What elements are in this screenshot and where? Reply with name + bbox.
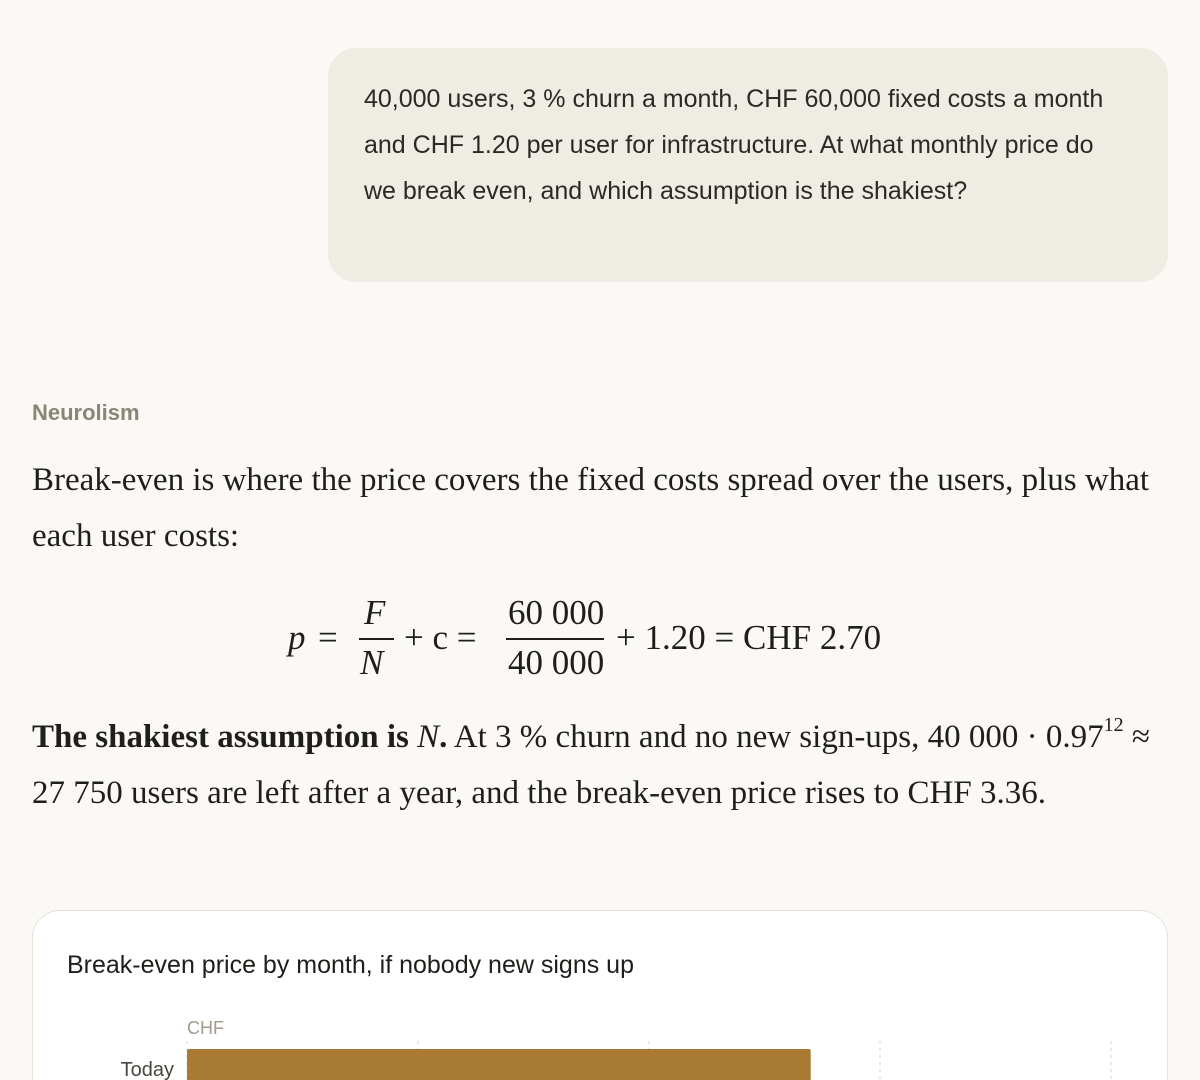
chart-bar — [187, 1049, 811, 1080]
assistant-name: Neurolism — [32, 400, 140, 425]
shakiest-var: N — [417, 719, 440, 755]
assistant-intro: Break-even is where the price covers the fixed costs spread over the users, plus what each user costs: — [32, 462, 1150, 554]
shakiest-period: . — [439, 719, 448, 755]
shakiest-assumption-paragraph — [32, 709, 1168, 821]
formula-F: F — [364, 593, 386, 632]
shakiest-bold: The shakiest assumption is — [32, 719, 409, 755]
shakiest-text-1: At 3 % churn and no new sign-ups, 40 000 · 0.97 — [447, 719, 1104, 755]
formula-N: N — [360, 643, 384, 682]
user-message-bubble — [328, 48, 1168, 282]
chart-category-label: Today — [120, 1059, 174, 1080]
formula-plus-c: + c = — [404, 618, 477, 657]
chart-card — [32, 910, 1168, 1080]
formula-fraction-line — [359, 638, 394, 640]
chart-svg — [33, 911, 1168, 1080]
break-even-formula — [0, 590, 1200, 690]
formula-numerator: 60 000 — [508, 593, 605, 632]
formula-eq: = — [318, 618, 338, 657]
chart-axis-unit-label: CHF — [187, 1018, 224, 1038]
formula-tail: + 1.20 = CHF 2.70 — [616, 618, 882, 657]
formula-p: p — [288, 618, 306, 657]
shakiest-text-2: ≈ 27 750 users are left after a year, and the break-even price rises to CHF 3.36. — [32, 719, 1151, 811]
chart-title: Break-even price by month, if nobody new signs up — [67, 951, 634, 979]
formula-denominator: 40 000 — [508, 643, 605, 682]
user-message-text: 40,000 users, 3 % churn a month, CHF 60,000 fixed costs a month and CHF 1.20 per user for infrastructure. At what monthly price do we break even, and which assumption is the shakiest? — [364, 85, 1104, 205]
formula-fraction-line-2 — [506, 638, 604, 640]
shakiest-exponent: 12 — [1103, 714, 1124, 736]
